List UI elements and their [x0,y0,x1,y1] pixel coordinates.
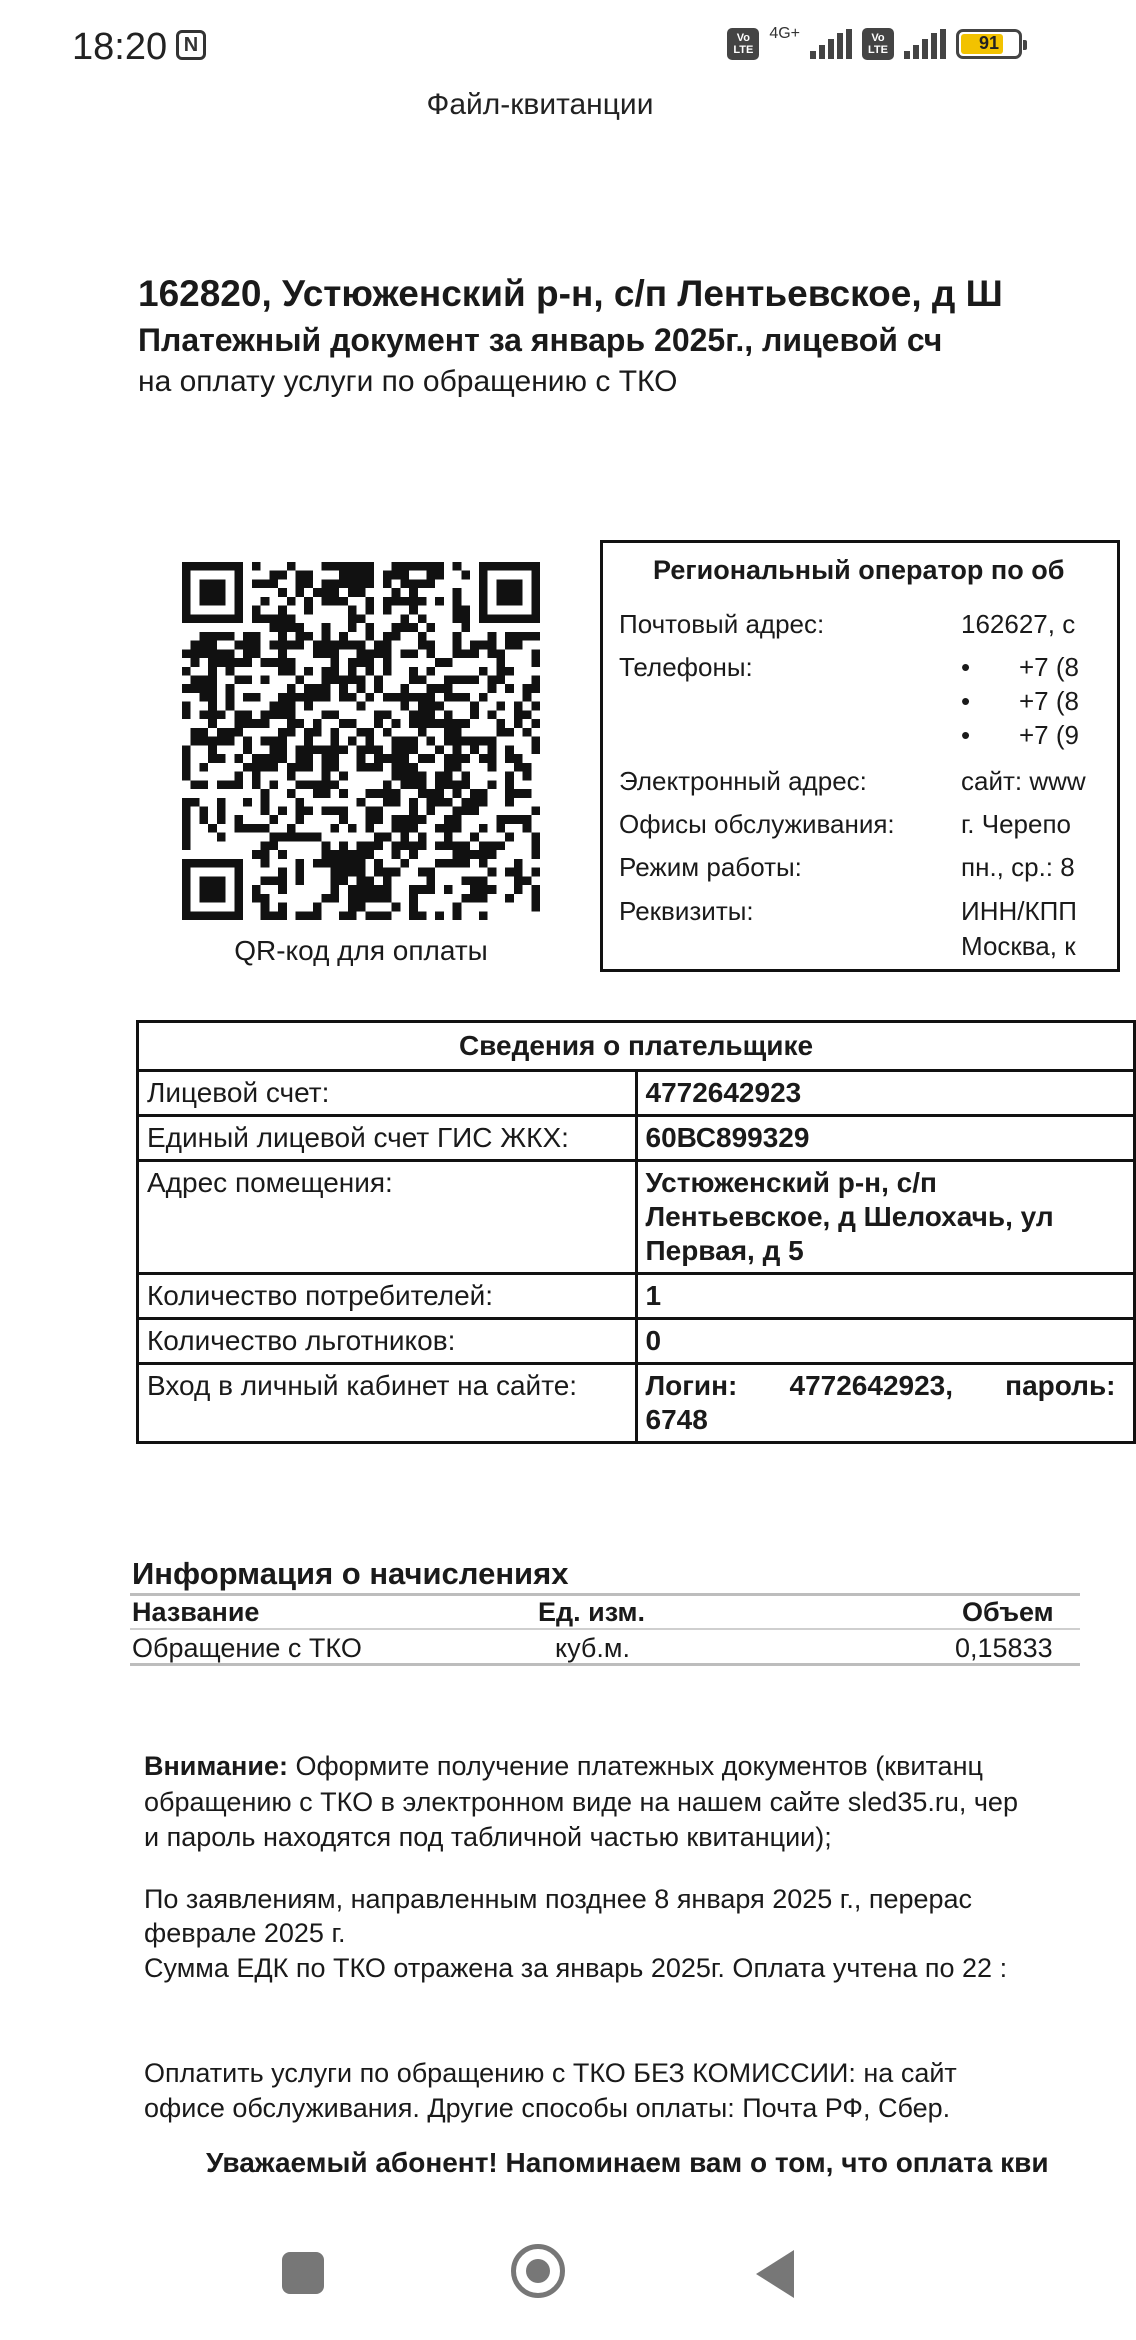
payer-address: Устюженский р-н, с/п Лентьевское, д Шелохачь, ул Первая, д 5 [636,1161,1135,1274]
operator-title: Региональный оператор по об [653,555,1065,585]
table-row [138,1274,1135,1319]
viewer-title: Файл-квитанции [426,88,654,121]
volte-icon-2: Vo LTE [862,28,894,60]
table-row [138,1364,1135,1443]
payer-consumers: 1 [636,1274,1135,1319]
volte-icon: Vo LTE [727,28,759,60]
operator-label-hours: Режим работы: [619,852,802,882]
notice-line: По заявлениям, направленным позднее 8 января 2025 г., перерас [144,1884,973,1914]
payer-beneficiaries: 0 [636,1319,1135,1364]
payer-label: Количество льготников: [138,1319,637,1364]
notice-line: Оплатить услуги по обращению с ТКО БЕЗ КОМИССИИ: на сайт [144,2058,957,2088]
signal-icon [810,29,852,59]
qr-code[interactable] [182,562,540,920]
notice-line: Сумма ЕДК по ТКО отражена за январь 2025г. Оплата учтена по 22 : [144,1953,1008,1983]
accruals-cell-unit: куб.м. [555,1633,630,1663]
qr-caption: QR-код для оплаты [234,935,488,966]
status-icons [727,25,1022,60]
battery-icon [956,29,1022,59]
notice-line: обращению с ТКО в электронном виде на нашем сайте sled35.ru, чер [144,1787,1018,1817]
operator-phone: • +7 (8 [961,652,1079,682]
document-header [138,270,1003,402]
table-row [138,1071,1135,1116]
notice-line: и пароль находятся под табличной частью квитанции); [144,1822,832,1852]
status-bar [0,0,1080,96]
clock: 18:20 [72,26,168,68]
payer-gis-account: 60ВС899329 [636,1116,1135,1161]
document-purpose: на оплату услуги по обращению с ТКО [138,365,678,398]
operator-value-hours: пн., ср.: 8 [961,852,1075,882]
operator-label-address: Почтовый адрес: [619,609,825,639]
signal-icon-2 [904,29,946,59]
accruals-header-volume: Объем [962,1597,1054,1627]
reminder-text: Уважаемый абонент! Напоминаем вам о том, что оплата кви [206,2147,1049,2178]
notice-line: Внимание: Оформите получение платежных документов (квитанц [144,1751,983,1781]
network-type: 4G+ [769,25,800,42]
payer-table [136,1020,1136,1444]
accruals-cell-volume: 0,15833 [955,1633,1053,1663]
accruals-cell-name: Обращение с ТКО [132,1633,362,1663]
operator-info-box [600,540,1120,972]
home-button[interactable] [511,2244,565,2298]
payer-label: Единый лицевой счет ГИС ЖКХ: [138,1116,637,1161]
operator-value-requisites-2: Москва, к [961,931,1076,961]
operator-phone: • +7 (9 [961,720,1079,750]
payer-label: Лицевой счет: [138,1071,637,1116]
operator-value-requisites: ИНН/КПП [961,896,1077,926]
accruals-header-unit: Ед. изм. [538,1597,645,1627]
payer-login: Логин: 4772642923, пароль: 6748 [636,1364,1135,1443]
nfc-icon: N [176,30,206,60]
operator-label-requisites: Реквизиты: [619,896,754,926]
table-row [138,1116,1135,1161]
notice-line: офисе обслуживания. Другие способы оплаты: Почта РФ, Сбер. [144,2093,951,2123]
operator-phone: • +7 (8 [961,686,1079,716]
operator-value-offices: г. Черепо [961,809,1072,839]
document-subtitle: Платежный документ за январь 2025г., лицевой сч [138,322,943,358]
notice-line: феврале 2025 г. [144,1918,346,1948]
payer-label: Адрес помещения: [138,1161,637,1274]
payer-label: Количество потребителей: [138,1274,637,1319]
back-button[interactable] [756,2250,794,2298]
payer-account: 4772642923 [636,1071,1135,1116]
document-title: 162820, Устюженский р-н, с/п Лентьевское, д Ш [138,273,1003,314]
payer-table-title: Сведения о плательщике [138,1022,1135,1071]
payer-label: Вход в личный кабинет на сайте: [138,1364,637,1443]
operator-value-email: сайт: www [961,766,1086,796]
operator-label-offices: Офисы обслуживания: [619,809,895,839]
recent-apps-button[interactable] [282,2252,324,2294]
operator-value-address: 162627, с [961,609,1076,639]
battery-level: 91 [978,33,1000,53]
accruals-title: Информация о начислениях [132,1556,569,1591]
operator-label-phones: Телефоны: [619,652,753,682]
table-row [138,1319,1135,1364]
operator-label-email: Электронный адрес: [619,766,867,796]
accruals-header-name: Название [132,1597,260,1627]
table-row [138,1161,1135,1274]
